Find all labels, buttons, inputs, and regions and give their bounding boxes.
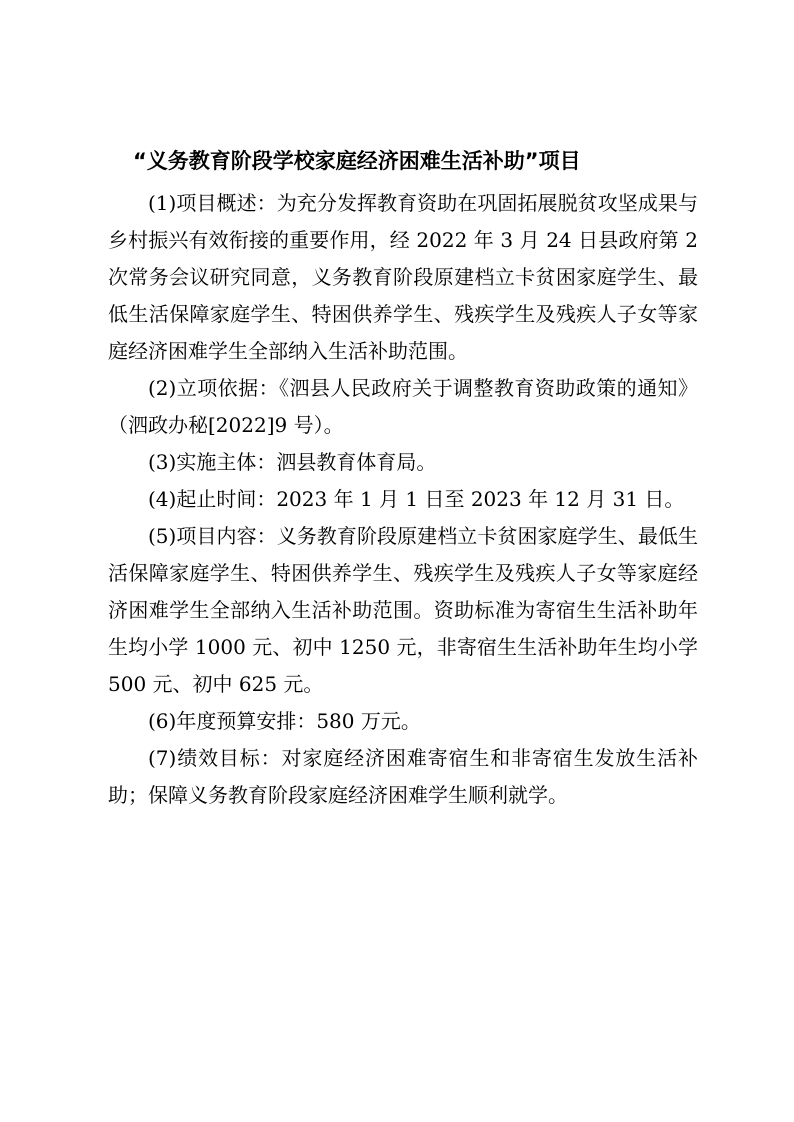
paragraph-implementing-body: (3)实施主体：泗县教育体育局。 [148, 450, 437, 474]
paragraph-performance-goals: (7)绩效目标：对家庭经济困难寄宿生和非寄宿生发放生活补助；保障义务教育阶段家庭经济困难学生顺利就学。 [108, 746, 698, 807]
document-body [108, 185, 698, 814]
paragraph-project-overview: (1)项目概述：为充分发挥教育资助在巩固拓展脱贫攻坚成果与乡村振兴有效衔接的重要作用，经 2022 年 3 月 24 日县政府第 2 次常务会议研究同意，义务教育阶段原建档立卡贫困家庭学生、最低生活保障家庭学生、特困供养学生、残疾学生及残疾人子女等家庭经济困难学生全部纳入生活补助范围。 [108, 191, 698, 363]
paragraph-project-basis: (2)立项依据：《泗县人民政府关于调整教育资助政策的通知》（泗政办秘[2022]9 号）。 [108, 376, 698, 437]
paragraph-annual-budget: (6)年度预算安排：580 万元。 [148, 709, 421, 733]
document-title: “义务教育阶段学校家庭经济困难生活补助”项目 [133, 149, 581, 173]
paragraph-time-period: (4)起止时间：2023 年 1 月 1 日至 2023 年 12 月 31 日。 [148, 487, 685, 511]
paragraph-project-content: (5)项目内容：义务教育阶段原建档立卡贫困家庭学生、最低生活保障家庭学生、特困供养学生、残疾学生及残疾人子女等家庭经济困难学生全部纳入生活补助范围。资助标准为寄宿生生活补助年生均小学 1000 元、初中 1250 元，非寄宿生生活补助年生均小学 500 元、初中 625 元。 [108, 524, 698, 696]
